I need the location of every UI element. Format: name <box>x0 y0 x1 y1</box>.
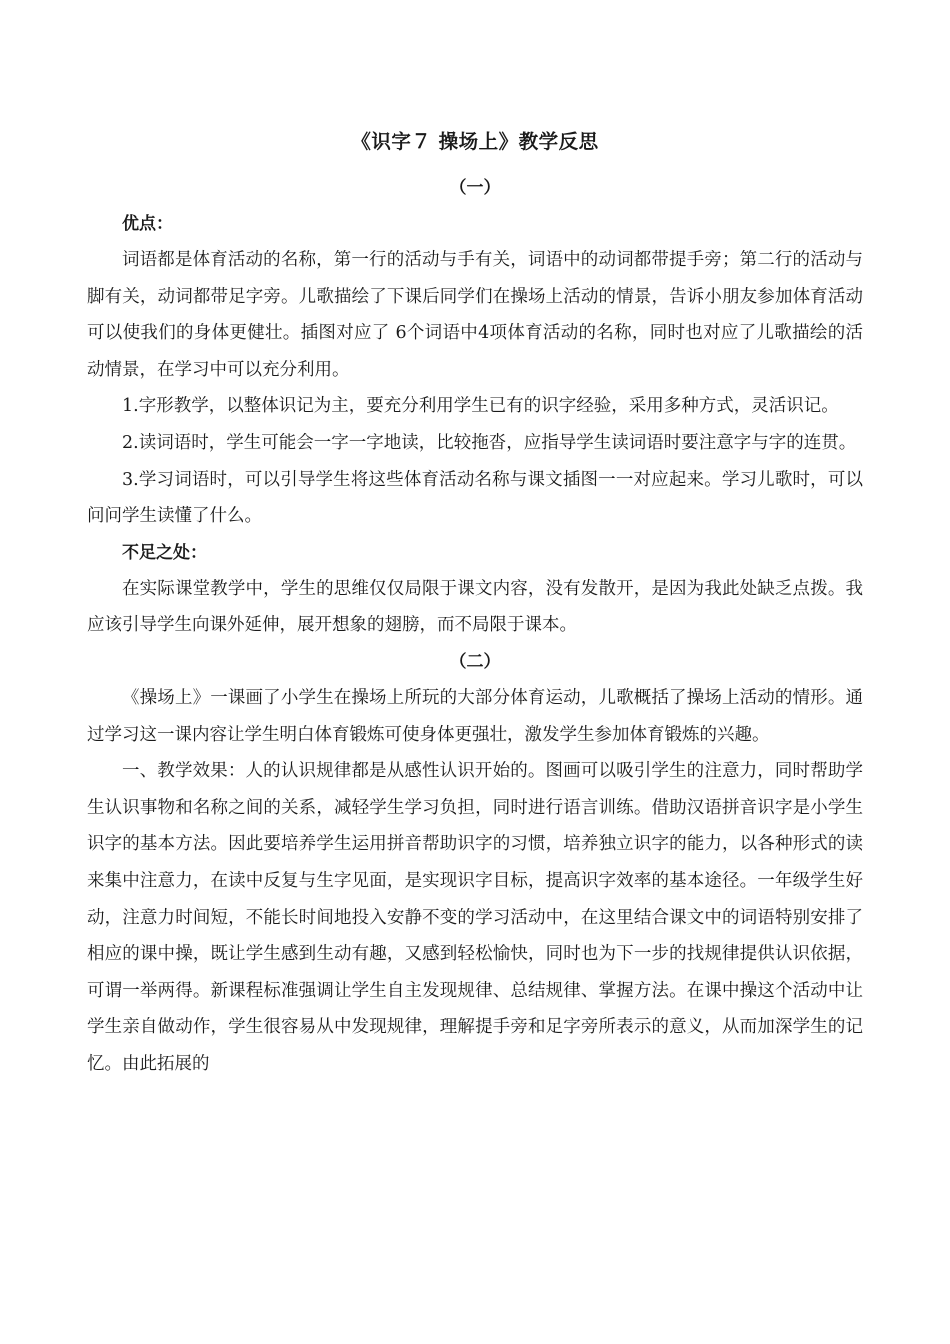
document-title: 《识字７ 操场上》教学反思 <box>351 130 599 153</box>
paragraph: 1.字形教学，以整体识记为主，要充分利用学生已有的识字经验，采用多种方式，灵活识记。 <box>122 396 839 417</box>
advantages-heading: 优点： <box>122 214 173 234</box>
paragraph: 词语都是体育活动的名称，第一行的活动与手有关，词语中的动词都带提手旁；第二行的活动与脚有关，动词都带足字旁。儿歌描绘了下课后同学们在操场上活动的情景，告诉小朋友参加体育活动可以使我们的身体更健壮。插图对应了 6个词语中4项体育活动的名称，同时也对应了儿歌描绘的活动情景，在学习中可以充分利用。 <box>87 250 863 380</box>
section-label-1: （一） <box>449 178 501 198</box>
paragraph: 3.学习词语时，可以引导学生将这些体育活动名称与课文插图一一对应起来。学习儿歌时，可以问问学生读懂了什么。 <box>87 469 863 527</box>
paragraph: 2.读词语时，学生可能会一字一字地读，比较拖沓，应指导学生读词语时要注意字与字的连贯。 <box>122 432 857 453</box>
document-page <box>87 122 863 1082</box>
paragraph: 《操场上》一课画了小学生在操场上所玩的大部分体育运动，儿歌概括了操场上活动的情形。通过学习这一课内容让学生明白体育锻炼可使身体更强壮，激发学生参加体育锻炼的兴趣。 <box>87 687 863 745</box>
shortcomings-heading: 不足之处： <box>122 542 207 563</box>
section-label-2: （二） <box>449 651 501 672</box>
paragraph: 在实际课堂教学中，学生的思维仅仅局限于课文内容，没有发散开，是因为我此处缺乏点拨。我应该引导学生向课外延伸，展开想象的翅膀，而不局限于课本。 <box>87 578 863 636</box>
paragraph: 一、教学效果：人的认识规律都是从感性认识开始的。图画可以吸引学生的注意力，同时帮助学生认识事物和名称之间的关系，减轻学生学习负担，同时进行语言训练。借助汉语拼音识字是小学生识字的基本方法。因此要培养学生运用拼音帮助识字的习惯，培养独立识字的能力，以各种形式的读来集中注意力，在读中反复与生字见面，是实现识字目标，提高识字效率的基本途径。一年级学生好动，注意力时间短，不能长时间地投入安静不变的学习活动中，在这里结合课文中的词语特别安排了相应的课中操，既让学生感到生动有趣，又感到轻松愉快，同时也为下一步的找规律提供认识依据，可谓一举两得。新课程标准强调让学生自主发现规律、总结规律、掌握方法。在课中操这个活动中让学生亲自做动作，学生很容易从中发现规律，理解提手旁和足字旁所表示的意义，从而加深学生的记忆。由此拓展的 <box>87 761 863 1074</box>
